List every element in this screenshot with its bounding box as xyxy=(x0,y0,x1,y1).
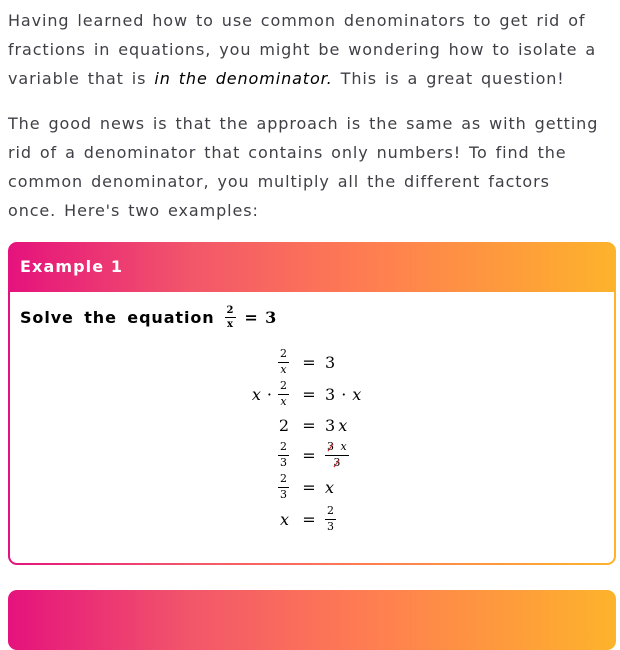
intro-text-start: Having learned how to use common denominators to get rid of fractions in equations, you might be wondering how to isolate a variable that is xyxy=(8,11,597,88)
cancelled-factor: 3 xyxy=(333,455,341,469)
cancelled-fraction xyxy=(325,441,349,468)
intro-text-end: This is a great question! xyxy=(332,69,565,88)
step-rhs xyxy=(325,440,349,470)
fraction-denominator: x xyxy=(227,318,234,330)
step-rhs xyxy=(325,504,336,534)
equals-sign: = xyxy=(302,477,316,497)
equation-step-2 xyxy=(10,379,614,409)
example-1-title: Example 1 xyxy=(20,257,124,276)
equation-step-6 xyxy=(10,504,614,534)
prompt-text: Solve the equation xyxy=(20,307,215,327)
step-rhs: 3 xyxy=(325,352,336,372)
step-lhs xyxy=(278,347,289,377)
fraction-denominator xyxy=(331,456,342,469)
equals-sign: = xyxy=(302,415,316,435)
step-lhs xyxy=(278,440,289,470)
step-lhs: 2 xyxy=(278,415,289,435)
fraction-numerator: 2 xyxy=(278,473,289,487)
fraction-numerator: 2 xyxy=(278,380,289,394)
fraction-denominator: 3 xyxy=(280,487,287,501)
step-fraction xyxy=(278,380,289,407)
step-rhs xyxy=(325,410,347,440)
fraction-denominator: x xyxy=(280,362,287,376)
multiply-dot: · xyxy=(266,384,272,404)
equation-step-5 xyxy=(10,472,614,502)
fraction-numerator: 2 xyxy=(278,441,289,455)
multiply-dot: · xyxy=(341,384,347,404)
example-2-card xyxy=(8,590,616,650)
intro-paragraph-2: The good news is that the approach is the same as with getting rid of a denominator that contains only numbers! To find the common denominator, you multiply all the different factors once. Here's two examples: xyxy=(8,114,599,220)
example-1-card xyxy=(8,242,616,565)
step-lhs: x xyxy=(279,509,289,529)
step-lhs xyxy=(278,472,289,502)
equation-step-4 xyxy=(10,440,614,470)
equals-sign: = xyxy=(302,352,316,372)
equals-sign: = xyxy=(302,509,316,529)
variable: x xyxy=(340,440,347,454)
equals-sign: = xyxy=(302,384,316,404)
step-rhs xyxy=(325,379,361,409)
fraction-denominator: x xyxy=(280,394,287,408)
step-fraction xyxy=(278,348,289,375)
step-fraction xyxy=(278,473,289,500)
fraction-numerator: 2 xyxy=(325,505,336,519)
variable: x xyxy=(352,384,362,404)
step-rhs: x xyxy=(325,477,335,497)
step-fraction xyxy=(278,441,289,468)
example-1-prompt xyxy=(20,302,277,332)
variable: x xyxy=(338,415,348,435)
cancelled-factor: 3 xyxy=(327,440,334,454)
intro-paragraph-1 xyxy=(8,6,604,93)
fraction-denominator: 3 xyxy=(327,519,334,533)
number: 3 xyxy=(325,384,336,404)
equation-step-3 xyxy=(10,410,614,440)
step-lhs xyxy=(252,379,289,409)
equals-sign: = xyxy=(302,445,316,465)
prompt-fraction xyxy=(225,305,237,330)
number: 3 xyxy=(325,415,336,435)
prompt-equation-rhs: = 3 xyxy=(244,307,278,327)
fraction-numerator: 2 xyxy=(226,304,235,316)
prompt-equation xyxy=(225,305,278,330)
fraction-numerator xyxy=(325,441,349,455)
equation-step-1 xyxy=(10,347,614,377)
example-1-body xyxy=(10,292,614,563)
variable: x xyxy=(251,384,261,404)
intro-emphasis: in the denominator. xyxy=(154,69,333,88)
fraction-numerator: 2 xyxy=(278,348,289,362)
step-fraction xyxy=(325,505,336,532)
fraction-denominator: 3 xyxy=(280,455,287,469)
